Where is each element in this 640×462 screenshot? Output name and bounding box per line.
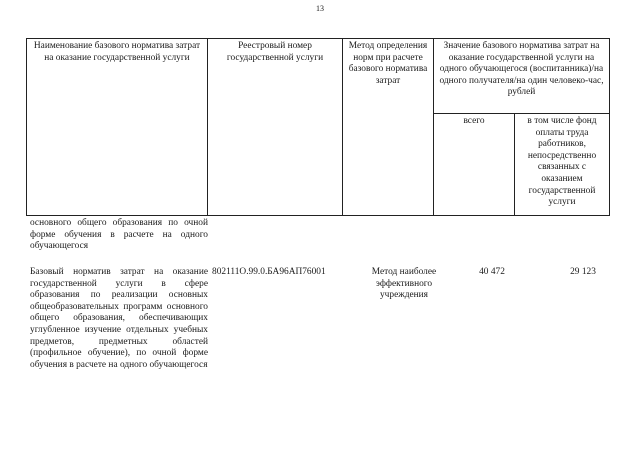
row-norm-name: Базовый норматив затрат на оказание государственной услуги в сфере образования по реализации основных общеобразовательных программ основного общего образования, обеспечивающих углубленное изучение отдельных учебных предметов, предметных областей (профильное обучение), по очной форме обучения в расчете на одного обучающегося xyxy=(30,267,208,370)
header-registry-number: Реестровый номер государственной услуги xyxy=(208,39,343,216)
header-total: всего xyxy=(434,114,515,216)
row-method: Метод наиболее эффективного учреждения xyxy=(371,267,437,301)
header-wage-fund: в том числе фонд оплаты труда работников, непосредственно связанных с оказанием государственной услуги xyxy=(515,114,610,216)
page-number: 13 xyxy=(316,4,324,13)
header-method: Метод определения норм при расчете базового норматива затрат xyxy=(343,39,434,216)
row-wage-fund-value: 29 123 xyxy=(570,267,596,277)
header-norm-name: Наименование базового норматива затрат на оказание государственной услуги xyxy=(27,39,208,216)
row-registry-number: 802111О.99.0.БА96АП76001 xyxy=(212,267,326,277)
row-total-value: 40 472 xyxy=(479,267,505,277)
header-norm-value: Значение базового норматива затрат на оказание государственной услуги на одного обучающегося (воспитанника)/на одного получателя/на один человеко-час, рублей xyxy=(434,39,610,114)
continuation-text: основного общего образования по очной форме обучения в расчете на одного обучающегося xyxy=(30,218,208,252)
norms-table-header xyxy=(26,38,610,216)
